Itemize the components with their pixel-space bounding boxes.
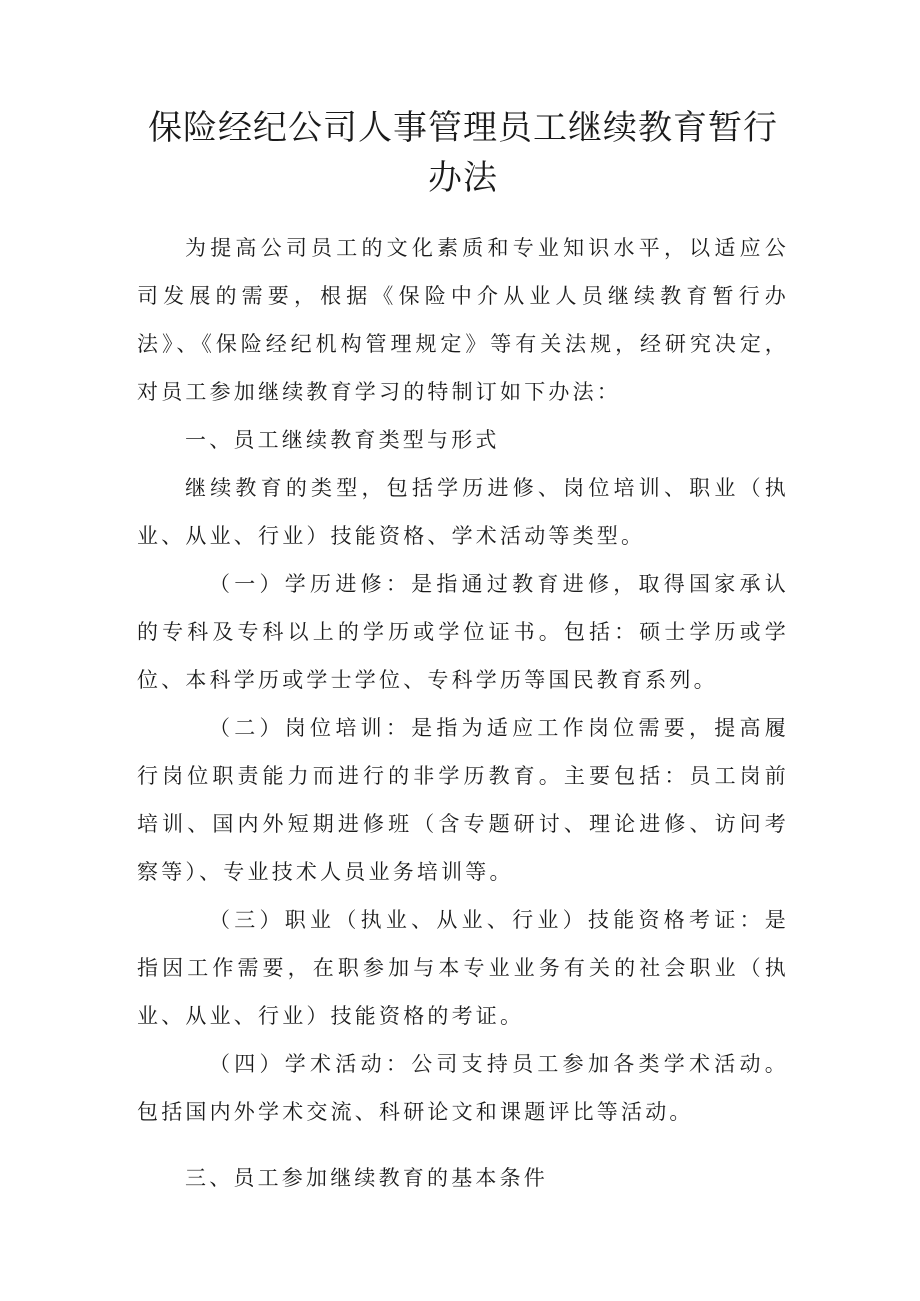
section-1-heading: 一、员工继续教育类型与形式 [185,428,500,452]
item-1-paragraph: （一）学历进修：是指通过教育进修，取得国家承认的专科及专科以上的学历或学位证书。包括：硕士学历或学位、本科学历或学士学位、专科学历等国民教育系列。 [137,572,789,692]
item-3-paragraph: （三）职业（执业、从业、行业）技能资格考证：是指因工作需要，在职参加与本专业业务有关的社会职业（执业、从业、行业）技能资格的考证。 [137,908,789,1028]
document-title-line-1: 保险经纪公司人事管理员工继续教育暂行 [148,108,778,148]
document-title [137,104,789,202]
document-page [137,104,789,1202]
document-title-line-2: 办法 [428,158,498,198]
document-body [137,224,789,1202]
intro-paragraph: 为提高公司员工的文化素质和专业知识水平，以适应公司发展的需要，根据《保险中介从业人员继续教育暂行办法》、《保险经纪机构管理规定》等有关法规，经研究决定，对员工参加继续教育学习的特制订如下办法： [137,236,789,404]
item-4-paragraph: （四）学术活动：公司支持员工参加各类学术活动。包括国内外学术交流、科研论文和课题评比等活动。 [137,1052,789,1124]
section-1-paragraph: 继续教育的类型，包括学历进修、岗位培训、职业（执业、从业、行业）技能资格、学术活动等类型。 [137,476,789,548]
section-3-heading: 三、员工参加继续教育的基本条件 [185,1166,548,1190]
item-2-paragraph: （二）岗位培训：是指为适应工作岗位需要，提高履行岗位职责能力而进行的非学历教育。主要包括：员工岗前培训、国内外短期进修班（含专题研讨、理论进修、访问考察等）、专业技术人员业务培训等。 [137,716,789,884]
